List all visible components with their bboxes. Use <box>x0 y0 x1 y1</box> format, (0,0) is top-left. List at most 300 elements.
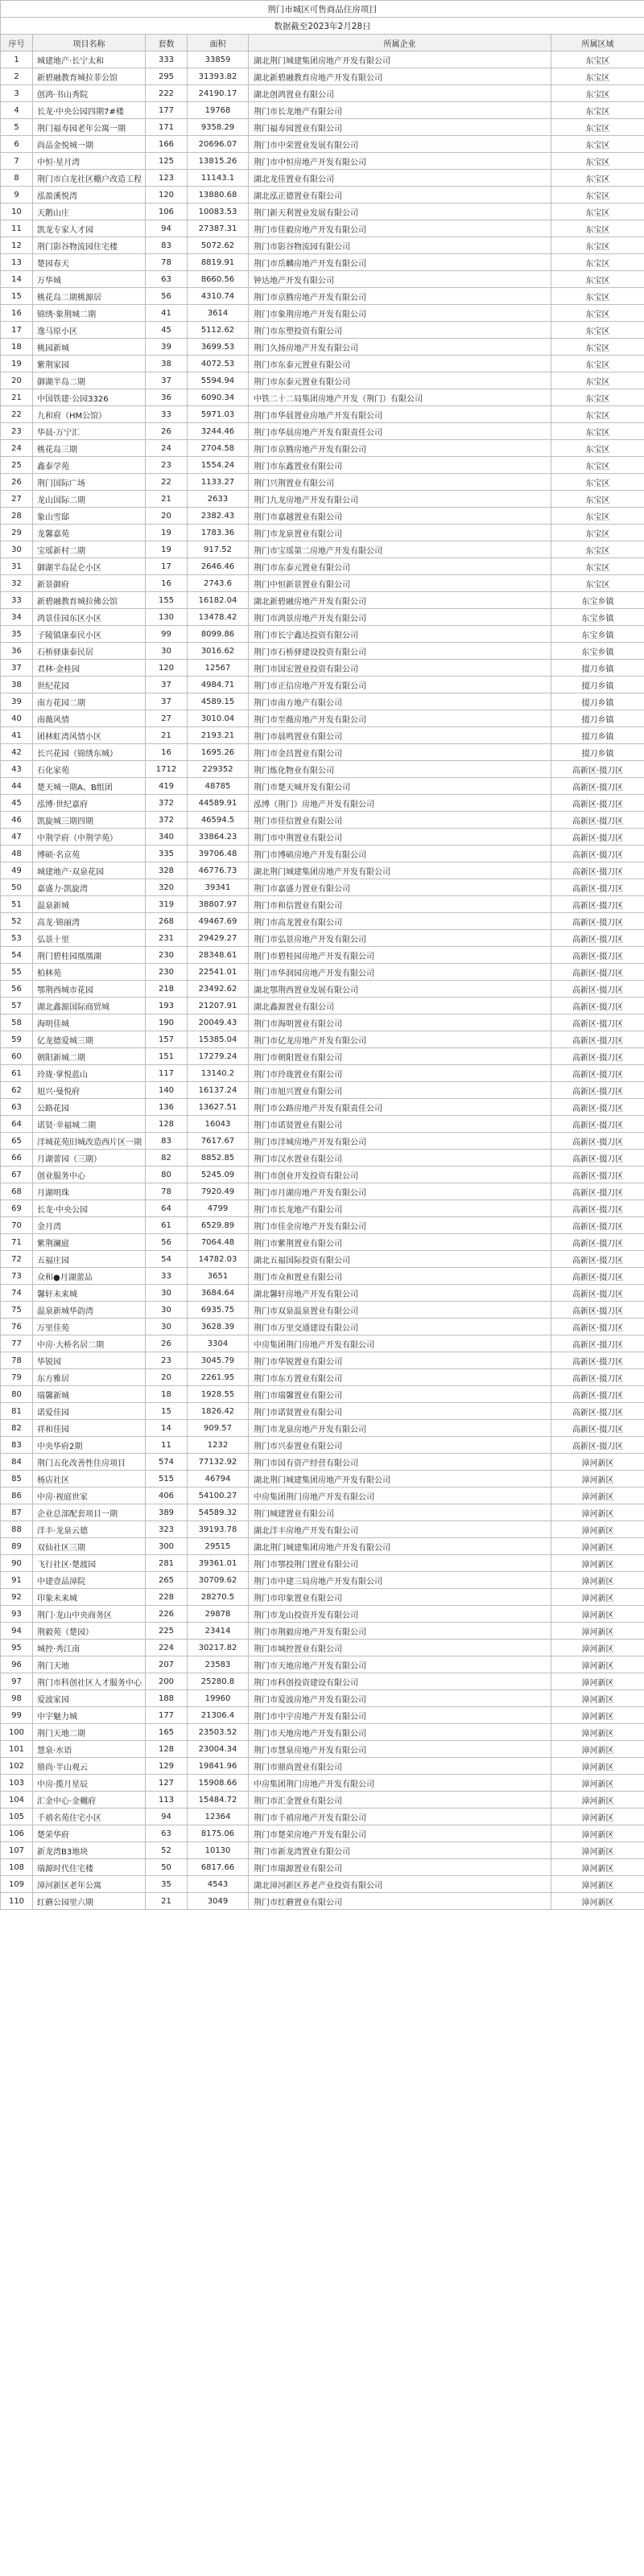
table-row <box>1 1758 644 1775</box>
cell-units: 94 <box>146 220 188 237</box>
cell-project-name: 荆门·龙山中央商务区 <box>33 1606 146 1623</box>
cell-area: 19768 <box>188 102 249 119</box>
cell-area: 16182.04 <box>188 592 249 609</box>
cell-area: 29515 <box>188 1538 249 1555</box>
cell-project-name: 柏林苑 <box>33 964 146 981</box>
cell-index: 37 <box>1 660 33 677</box>
cell-units: 21 <box>146 491 188 508</box>
cell-area: 3049 <box>188 1893 249 1910</box>
cell-project-name: 博硕·名京苑 <box>33 846 146 862</box>
cell-project-name: 凯龙专家人才园 <box>33 220 146 237</box>
cell-district: 东宝区 <box>551 372 644 389</box>
cell-area: 11143.1 <box>188 170 249 187</box>
cell-area: 1826.42 <box>188 1403 249 1420</box>
cell-district: 漳河新区 <box>551 1606 644 1623</box>
table-title: 荆门市城区可售商品住房项目 <box>1 1 644 18</box>
cell-units: 61 <box>146 1217 188 1234</box>
cell-area: 12567 <box>188 660 249 677</box>
cell-district: 东宝区 <box>551 339 644 356</box>
cell-units: 120 <box>146 187 188 204</box>
table-row <box>1 204 644 220</box>
cell-index: 44 <box>1 778 33 795</box>
cell-district: 漳河新区 <box>551 1673 644 1690</box>
cell-project-name: 印象未来城 <box>33 1589 146 1606</box>
cell-company: 荆门市国宏置业投资有限公司 <box>249 660 551 677</box>
cell-district: 高新区·掇刀区 <box>551 1251 644 1268</box>
table-row <box>1 1014 644 1031</box>
cell-company: 钟达地产开发有限公司 <box>249 271 551 288</box>
cell-index: 93 <box>1 1606 33 1623</box>
cell-company: 湖北漳河新区养老产业投资有限公司 <box>249 1876 551 1893</box>
cell-company: 荆门市诺贤置业有限公司 <box>249 1403 551 1420</box>
cell-units: 19 <box>146 541 188 558</box>
cell-project-name: 中建壹品漳院 <box>33 1572 146 1589</box>
cell-project-name: 弘景十里 <box>33 930 146 947</box>
cell-district: 漳河新区 <box>551 1521 644 1538</box>
cell-area: 8175.06 <box>188 1825 249 1842</box>
cell-district: 东宝乡镇 <box>551 592 644 609</box>
cell-area: 19960 <box>188 1690 249 1707</box>
table-row <box>1 1454 644 1471</box>
cell-index: 19 <box>1 356 33 372</box>
cell-units: 99 <box>146 626 188 643</box>
cell-index: 14 <box>1 271 33 288</box>
cell-project-name: 中房·揽月星辰 <box>33 1775 146 1792</box>
cell-area: 1695.26 <box>188 744 249 761</box>
cell-project-name: 诺贤·幸福城二期 <box>33 1116 146 1133</box>
cell-project-name: 鼎尚·半山观云 <box>33 1758 146 1775</box>
table-row <box>1 744 644 761</box>
cell-project-name: 紫荆澜庭 <box>33 1234 146 1251</box>
table-row <box>1 1420 644 1437</box>
table-row <box>1 1640 644 1656</box>
cell-area: 917.52 <box>188 541 249 558</box>
cell-area: 3304 <box>188 1335 249 1352</box>
table-row <box>1 947 644 964</box>
cell-index: 30 <box>1 541 33 558</box>
cell-index: 4 <box>1 102 33 119</box>
cell-area: 3651 <box>188 1268 249 1285</box>
cell-project-name: 万里佳苑 <box>33 1319 146 1335</box>
cell-area: 13815.26 <box>188 153 249 170</box>
cell-district: 高新区·掇刀区 <box>551 1420 644 1437</box>
table-row <box>1 1555 644 1572</box>
cell-index: 108 <box>1 1859 33 1876</box>
cell-project-name: 团林虹湾风情小区 <box>33 727 146 744</box>
cell-project-name: 东方雅居 <box>33 1369 146 1386</box>
cell-district: 东宝区 <box>551 322 644 339</box>
cell-index: 64 <box>1 1116 33 1133</box>
cell-area: 3045.79 <box>188 1352 249 1369</box>
cell-company: 荆门市中恒房地产开发有限公司 <box>249 153 551 170</box>
cell-units: 230 <box>146 947 188 964</box>
cell-index: 71 <box>1 1234 33 1251</box>
cell-company: 荆门市象荆房地产开发有限公司 <box>249 305 551 322</box>
cell-district: 漳河新区 <box>551 1690 644 1707</box>
cell-project-name: 龙山国际二期 <box>33 491 146 508</box>
cell-company: 荆门新天利置业发展有限公司 <box>249 204 551 220</box>
cell-company: 荆门市创业开发投资有限公司 <box>249 1167 551 1183</box>
cell-district: 东宝区 <box>551 525 644 541</box>
cell-district: 漳河新区 <box>551 1589 644 1606</box>
cell-index: 110 <box>1 1893 33 1910</box>
table-row <box>1 761 644 778</box>
cell-project-name: 君林·金桂园 <box>33 660 146 677</box>
cell-index: 54 <box>1 947 33 964</box>
cell-project-name: 御湖半岛二期 <box>33 372 146 389</box>
cell-area: 7920.49 <box>188 1183 249 1200</box>
table-row <box>1 153 644 170</box>
cell-project-name: 中房·视庭世家 <box>33 1488 146 1504</box>
table-row <box>1 1893 644 1910</box>
cell-company: 荆门市长龙地产有限公司 <box>249 102 551 119</box>
cell-company: 荆门市鸿景房地产开发有限公司 <box>249 609 551 626</box>
cell-index: 7 <box>1 153 33 170</box>
cell-index: 49 <box>1 862 33 879</box>
cell-company: 荆门市万里交通建设有限公司 <box>249 1319 551 1335</box>
cell-area: 20049.43 <box>188 1014 249 1031</box>
cell-units: 320 <box>146 879 188 896</box>
cell-units: 23 <box>146 457 188 474</box>
cell-units: 16 <box>146 575 188 592</box>
cell-district: 高新区·掇刀区 <box>551 1335 644 1352</box>
cell-area: 13478.42 <box>188 609 249 626</box>
table-subtitle-row <box>1 18 644 35</box>
cell-project-name: 尚品金悦城一期 <box>33 136 146 153</box>
cell-district: 高新区·掇刀区 <box>551 829 644 846</box>
cell-units: 226 <box>146 1606 188 1623</box>
cell-district: 高新区·掇刀区 <box>551 1183 644 1200</box>
cell-index: 96 <box>1 1656 33 1673</box>
cell-company: 中铁二十二局集团房地产开发（荆门）有限公司 <box>249 389 551 406</box>
cell-company: 荆门市东泰元置业有限公司 <box>249 372 551 389</box>
cell-index: 9 <box>1 187 33 204</box>
cell-project-name: 洋城花苑旧城改造西片区一期 <box>33 1133 146 1150</box>
cell-project-name: 新碧融教育城拉菲公馆 <box>33 68 146 85</box>
cell-company: 荆门市京腾房地产开发有限公司 <box>249 288 551 305</box>
cell-company: 荆门市东泰元置业有限公司 <box>249 356 551 372</box>
cell-project-name: 高龙·锦丽湾 <box>33 913 146 930</box>
table-row <box>1 1809 644 1825</box>
cell-units: 16 <box>146 744 188 761</box>
cell-company: 荆门市东泰元置业有限公司 <box>249 558 551 575</box>
cell-area: 54100.27 <box>188 1488 249 1504</box>
cell-units: 39 <box>146 339 188 356</box>
table-row <box>1 1471 644 1488</box>
cell-project-name: 城建地产·长宁太和 <box>33 51 146 68</box>
cell-district: 高新区·掇刀区 <box>551 1167 644 1183</box>
cell-area: 909.57 <box>188 1420 249 1437</box>
cell-company: 荆门市中宇房地产开发有限公司 <box>249 1707 551 1724</box>
cell-area: 8660.56 <box>188 271 249 288</box>
cell-index: 34 <box>1 609 33 626</box>
cell-area: 2633 <box>188 491 249 508</box>
cell-index: 38 <box>1 677 33 693</box>
cell-index: 18 <box>1 339 33 356</box>
table-row <box>1 1183 644 1200</box>
cell-project-name: 宝瑶新村二期 <box>33 541 146 558</box>
table-row <box>1 1741 644 1758</box>
cell-district: 掇刀乡镇 <box>551 693 644 710</box>
cell-area: 13627.51 <box>188 1099 249 1116</box>
cell-company: 荆门市月湖房地产开发有限公司 <box>249 1183 551 1200</box>
cell-project-name: 中荆学府（中荆学苑） <box>33 829 146 846</box>
cell-units: 188 <box>146 1690 188 1707</box>
cell-project-name: 华锐园 <box>33 1352 146 1369</box>
cell-units: 127 <box>146 1775 188 1792</box>
table-row <box>1 846 644 862</box>
cell-area: 29878 <box>188 1606 249 1623</box>
cell-project-name: 世纪花园 <box>33 677 146 693</box>
cell-district: 高新区·掇刀区 <box>551 1200 644 1217</box>
cell-company: 荆门市弘景房地产开发有限公司 <box>249 930 551 947</box>
cell-area: 20696.07 <box>188 136 249 153</box>
cell-project-name: 漳河新区老年公寓 <box>33 1876 146 1893</box>
header-district: 所属区域 <box>551 35 644 51</box>
cell-area: 3016.62 <box>188 643 249 660</box>
cell-company: 荆门市诺贤置业有限公司 <box>249 1116 551 1133</box>
table-row <box>1 592 644 609</box>
table-row <box>1 1437 644 1454</box>
cell-index: 52 <box>1 913 33 930</box>
cell-project-name: 瑞源时代住宅楼 <box>33 1859 146 1876</box>
cell-project-name: 诺爱佳园 <box>33 1403 146 1420</box>
cell-area: 28348.61 <box>188 947 249 964</box>
table-row <box>1 440 644 457</box>
cell-index: 27 <box>1 491 33 508</box>
cell-index: 25 <box>1 457 33 474</box>
cell-district: 漳河新区 <box>551 1792 644 1809</box>
cell-district: 高新区·掇刀区 <box>551 947 644 964</box>
table-row <box>1 356 644 372</box>
cell-project-name: 荆门市白龙社区棚户改造工程 <box>33 170 146 187</box>
cell-index: 26 <box>1 474 33 491</box>
cell-company: 湖北泓正德置业有限公司 <box>249 187 551 204</box>
cell-district: 漳河新区 <box>551 1859 644 1876</box>
cell-units: 165 <box>146 1724 188 1741</box>
cell-index: 78 <box>1 1352 33 1369</box>
cell-units: 200 <box>146 1673 188 1690</box>
cell-area: 30709.62 <box>188 1572 249 1589</box>
cell-index: 73 <box>1 1268 33 1285</box>
cell-area: 49467.69 <box>188 913 249 930</box>
cell-project-name: 锦绣·象荆城二期 <box>33 305 146 322</box>
cell-index: 86 <box>1 1488 33 1504</box>
cell-district: 东宝区 <box>551 237 644 254</box>
cell-index: 31 <box>1 558 33 575</box>
cell-district: 掇刀乡镇 <box>551 660 644 677</box>
table-row <box>1 1217 644 1234</box>
cell-units: 123 <box>146 170 188 187</box>
table-row <box>1 626 644 643</box>
cell-district: 高新区·掇刀区 <box>551 1031 644 1048</box>
table-row <box>1 525 644 541</box>
table-row <box>1 1606 644 1623</box>
cell-project-name: 御湖半岛昆仑小区 <box>33 558 146 575</box>
cell-district: 东宝乡镇 <box>551 609 644 626</box>
cell-project-name: 石化家苑 <box>33 761 146 778</box>
cell-district: 高新区·掇刀区 <box>551 1099 644 1116</box>
cell-units: 41 <box>146 305 188 322</box>
table-row <box>1 389 644 406</box>
cell-units: 406 <box>146 1488 188 1504</box>
cell-district: 漳河新区 <box>551 1724 644 1741</box>
table-row <box>1 558 644 575</box>
cell-district: 高新区·掇刀区 <box>551 981 644 998</box>
cell-project-name: 万华城 <box>33 271 146 288</box>
cell-index: 62 <box>1 1082 33 1099</box>
cell-company: 湖北新碧融教育房地产开发有限公司 <box>249 68 551 85</box>
cell-project-name: 创业服务中心 <box>33 1167 146 1183</box>
cell-district: 漳河新区 <box>551 1623 644 1640</box>
cell-units: 419 <box>146 778 188 795</box>
table-row <box>1 1386 644 1403</box>
cell-company: 荆门市佳信置业有限公司 <box>249 812 551 829</box>
cell-units: 228 <box>146 1589 188 1606</box>
cell-index: 12 <box>1 237 33 254</box>
cell-area: 13880.68 <box>188 187 249 204</box>
cell-company: 荆门市华晨置业房地产开发有限公司 <box>249 406 551 423</box>
cell-district: 漳河新区 <box>551 1572 644 1589</box>
cell-company: 湖北馨轩房地产开发有限公司 <box>249 1285 551 1302</box>
table-row <box>1 913 644 930</box>
cell-index: 72 <box>1 1251 33 1268</box>
table-row <box>1 727 644 744</box>
cell-project-name: 中房·大桥名居二期 <box>33 1335 146 1352</box>
cell-company: 荆门市荆毅房地产开发有限公司 <box>249 1623 551 1640</box>
cell-project-name: 桃花岛三期 <box>33 440 146 457</box>
cell-project-name: 飞行社区·楚渡园 <box>33 1555 146 1572</box>
cell-project-name: 海明佳城 <box>33 1014 146 1031</box>
cell-project-name: 金月湾 <box>33 1217 146 1234</box>
cell-company: 荆门市佳金房地产开发有限公司 <box>249 1217 551 1234</box>
cell-area: 5594.94 <box>188 372 249 389</box>
cell-district: 漳河新区 <box>551 1893 644 1910</box>
cell-index: 36 <box>1 643 33 660</box>
cell-project-name: 桃花岛二期桃源居 <box>33 288 146 305</box>
cell-area: 77132.92 <box>188 1454 249 1471</box>
cell-units: 23 <box>146 1352 188 1369</box>
table-row <box>1 423 644 440</box>
cell-units: 36 <box>146 389 188 406</box>
cell-area: 5245.09 <box>188 1167 249 1183</box>
cell-project-name: 新景御府 <box>33 575 146 592</box>
table-row <box>1 1656 644 1673</box>
cell-index: 5 <box>1 119 33 136</box>
cell-units: 45 <box>146 322 188 339</box>
cell-project-name: 荆门影谷物流园住宅楼 <box>33 237 146 254</box>
table-row <box>1 474 644 491</box>
table-row <box>1 1623 644 1640</box>
cell-company: 湖北荆门城建集团房地产开发有限公司 <box>249 862 551 879</box>
cell-area: 7617.67 <box>188 1133 249 1150</box>
cell-index: 70 <box>1 1217 33 1234</box>
cell-units: 177 <box>146 102 188 119</box>
cell-project-name: 城建地产·双泉花园 <box>33 862 146 879</box>
cell-area: 6817.66 <box>188 1859 249 1876</box>
cell-units: 231 <box>146 930 188 947</box>
cell-company: 荆门市旭兴置业有限公司 <box>249 1082 551 1099</box>
cell-index: 20 <box>1 372 33 389</box>
cell-area: 3244.46 <box>188 423 249 440</box>
cell-units: 295 <box>146 68 188 85</box>
cell-units: 78 <box>146 254 188 271</box>
table-row <box>1 1200 644 1217</box>
cell-index: 56 <box>1 981 33 998</box>
table-row <box>1 1589 644 1606</box>
cell-project-name: 杨店社区 <box>33 1471 146 1488</box>
cell-index: 35 <box>1 626 33 643</box>
cell-units: 83 <box>146 1133 188 1150</box>
cell-units: 17 <box>146 558 188 575</box>
table-row <box>1 1268 644 1285</box>
cell-units: 22 <box>146 474 188 491</box>
cell-units: 207 <box>146 1656 188 1673</box>
header-index: 序号 <box>1 35 33 51</box>
cell-area: 12364 <box>188 1809 249 1825</box>
cell-index: 55 <box>1 964 33 981</box>
cell-index: 46 <box>1 812 33 829</box>
cell-company: 荆门市慧泉房地产开发有限公司 <box>249 1741 551 1758</box>
cell-area: 27387.31 <box>188 220 249 237</box>
cell-district: 高新区·掇刀区 <box>551 1133 644 1150</box>
cell-index: 76 <box>1 1319 33 1335</box>
cell-index: 43 <box>1 761 33 778</box>
cell-area: 4984.71 <box>188 677 249 693</box>
cell-index: 66 <box>1 1150 33 1167</box>
cell-index: 13 <box>1 254 33 271</box>
cell-units: 63 <box>146 1825 188 1842</box>
table-header-row <box>1 35 644 51</box>
cell-area: 8099.86 <box>188 626 249 643</box>
cell-area: 4072.53 <box>188 356 249 372</box>
cell-district: 高新区·掇刀区 <box>551 1048 644 1065</box>
cell-area: 1928.55 <box>188 1386 249 1403</box>
cell-index: 104 <box>1 1792 33 1809</box>
cell-district: 漳河新区 <box>551 1640 644 1656</box>
cell-project-name: 温泉新城华韵湾 <box>33 1302 146 1319</box>
cell-index: 88 <box>1 1521 33 1538</box>
cell-units: 18 <box>146 1386 188 1403</box>
table-title-row <box>1 1 644 18</box>
cell-units: 30 <box>146 1319 188 1335</box>
table-row <box>1 51 644 68</box>
cell-units: 323 <box>146 1521 188 1538</box>
cell-company: 湖北新碧融房地产开发有限公司 <box>249 592 551 609</box>
cell-district: 东宝区 <box>551 119 644 136</box>
cell-district: 漳河新区 <box>551 1471 644 1488</box>
cell-area: 2193.21 <box>188 727 249 744</box>
table-row <box>1 85 644 102</box>
cell-index: 41 <box>1 727 33 744</box>
cell-project-name: 中宇魅力城 <box>33 1707 146 1724</box>
cell-units: 136 <box>146 1099 188 1116</box>
table-row <box>1 220 644 237</box>
cell-company: 荆门市鼎尚置业有限公司 <box>249 1758 551 1775</box>
cell-company: 荆门市众和置业有限公司 <box>249 1268 551 1285</box>
cell-project-name: 泓盈溪悦湾 <box>33 187 146 204</box>
cell-company: 荆门市正信房地产开发有限公司 <box>249 677 551 693</box>
table-row <box>1 1150 644 1167</box>
cell-units: 54 <box>146 1251 188 1268</box>
table-row <box>1 812 644 829</box>
cell-company: 荆门市瑞源置业有限公司 <box>249 1859 551 1876</box>
cell-district: 东宝区 <box>551 558 644 575</box>
table-row <box>1 1065 644 1082</box>
cell-company: 泓博（荆门）房地产开发有限公司 <box>249 795 551 812</box>
cell-company: 荆门市海明置业有限公司 <box>249 1014 551 1031</box>
cell-index: 79 <box>1 1369 33 1386</box>
